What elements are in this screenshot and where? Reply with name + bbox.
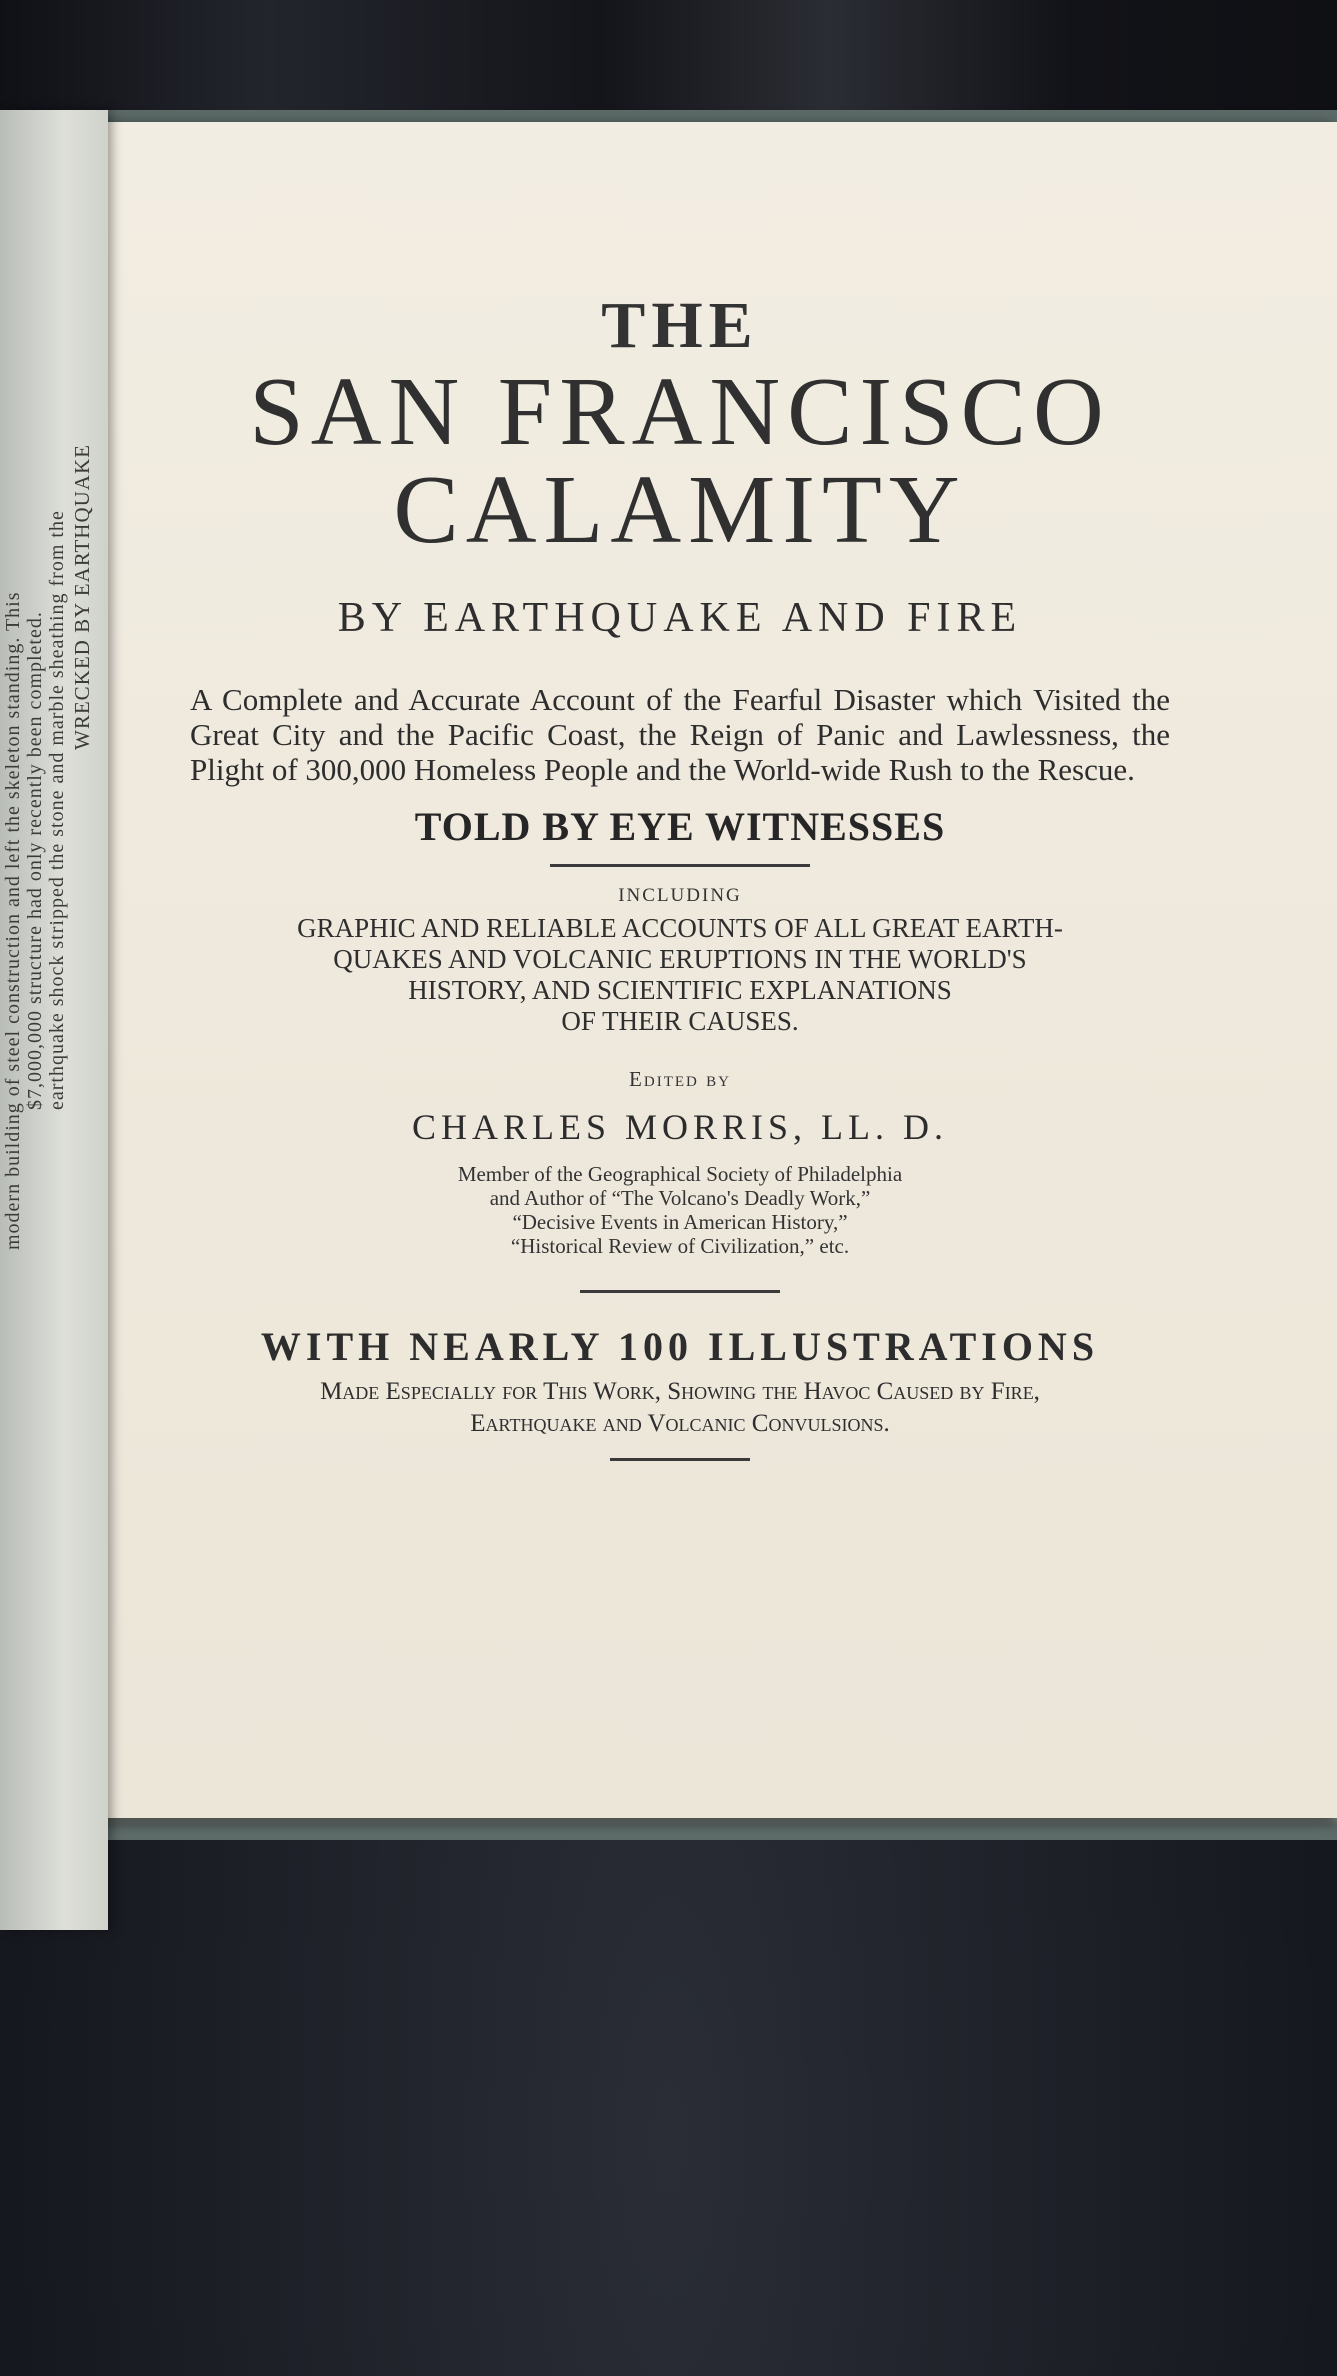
illustrations-note: Made Especially for This Work, Showing the Havoc Caused by Fire, Earthquake and Volcanic Convulsions. <box>320 1378 1040 1437</box>
caption-line-1: modern building of steel construction and left the skeleton standing. This <box>2 591 24 1250</box>
title-page-content <box>100 160 1260 1461</box>
divider-rule <box>610 1458 750 1461</box>
title-san-francisco: SAN FRANCISCO <box>249 358 1111 466</box>
subtitle: BY EARTHQUAKE AND FIRE <box>337 595 1023 641</box>
title-the: THE <box>601 289 759 362</box>
facing-page <box>0 110 108 1930</box>
editor-name: CHARLES MORRIS, LL. D. <box>411 1107 949 1147</box>
caption-line-2: $7,000,000 structure had only recently been completed. <box>24 611 46 1110</box>
edited-by-label: Edited by <box>629 1067 731 1091</box>
title-calamity: CALAMITY <box>393 456 967 564</box>
editor-credits: Member of the Geographical Society of Philadelphia and Author of “The Volcano's Deadly Work,” “Decisive Events in American History,” “Historical Review of Civilization,” etc. <box>457 1162 903 1258</box>
description-paragraph: A Complete and Accurate Account of the Fearful Disaster which Visited the Great City and the Pacific Coast, the Reign of Panic and Lawlessness, the Plight of 300,000 Homeless People and the World-wide Rush to the Rescue. <box>190 682 1170 787</box>
facing-page-caption <box>0 110 108 1930</box>
contents-summary: GRAPHIC AND RELIABLE ACCOUNTS OF ALL GREAT EARTH- QUAKES AND VOLCANIC ERUPTIONS IN THE WORLD'S HISTORY, AND SCIENTIFIC EXPLANATIONS OF THEIR CAUSES. <box>297 913 1063 1036</box>
including-label: INCLUDING <box>618 885 742 906</box>
caption-heading: WRECKED BY EARTHQUAKE <box>70 444 94 750</box>
divider-rule <box>580 1290 780 1293</box>
illustrations-heading: WITH NEARLY 100 ILLUSTRATIONS <box>260 1324 1100 1369</box>
caption-line-3: earthquake shock stripped the stone and marble sheathing from the <box>46 510 68 1110</box>
divider-rule <box>550 864 810 867</box>
told-by-heading: TOLD BY EYE WITNESSES <box>414 804 946 849</box>
